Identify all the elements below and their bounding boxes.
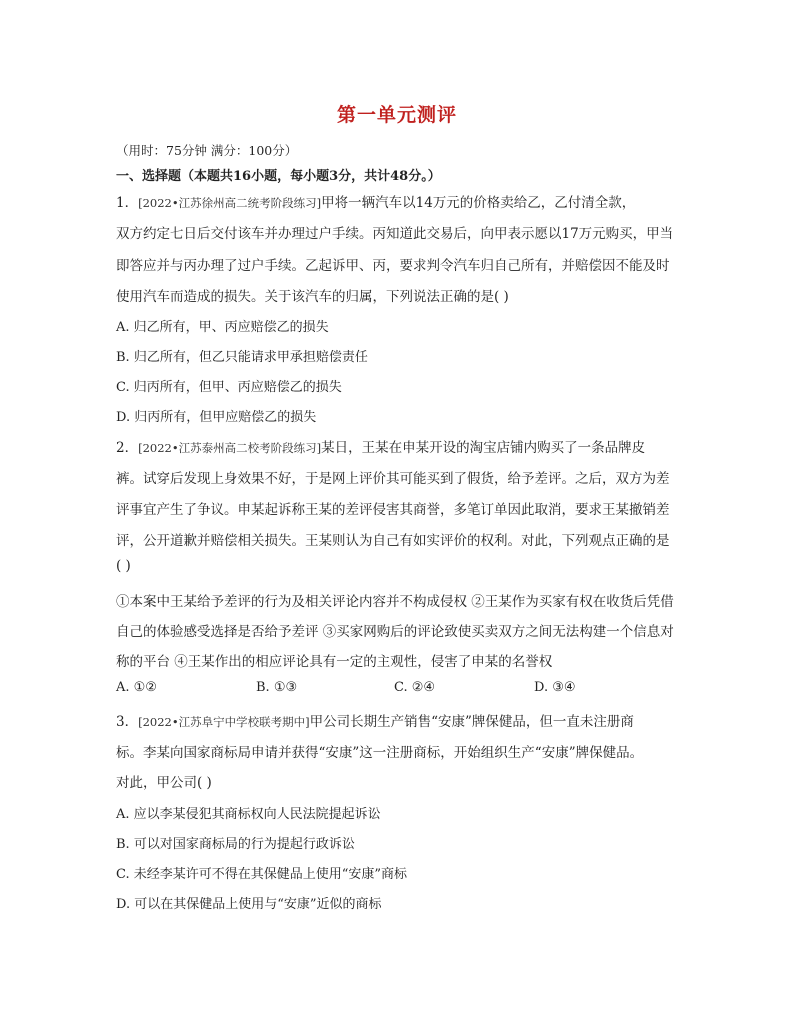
question-2-option-d: D. ③④ (534, 680, 576, 695)
question-2-statement: 自己的体验感受选择是否给予差评 ③买家网购后的评论致使买卖双方之间无法构建一个信息对 (116, 624, 674, 640)
question-1-option-d: D. 归丙所有，但甲应赔偿乙的损失 (116, 410, 317, 425)
question-3-line: 对此，甲公司( ) (116, 775, 212, 791)
question-1-text: 甲将一辆汽车以14万元的价格卖给乙，乙付清全款， (321, 195, 636, 211)
question-1-option-c: C. 归丙所有，但甲、丙应赔偿乙的损失 (116, 380, 342, 395)
question-3-line: 标。李某向国家商标局申请并获得“安康”这一注册商标，开始组织生产“安康”牌保健品。 (116, 745, 644, 761)
question-2-statement: 称的平台 ④王某作出的相应评论具有一定的主观性，侵害了申某的名誉权 (116, 654, 553, 670)
question-1-line: 双方约定七日后交付该车并办理过户手续。丙知道此交易后，向甲表示愿以17万元购买，甲当 (116, 226, 674, 242)
question-2-line: 评事宜产生了争议。申某起诉称王某的差评侵害其商誉，多笔订单因此取消，要求王某撤销差 (116, 502, 670, 518)
question-2-line: 评，公开道歉并赔偿相关损失。王某则认为自己有如实评价的权利。对此，下列观点正确的是 (116, 533, 670, 549)
question-2-option-b: B. ①③ (256, 680, 298, 695)
question-2-text: 某日，王某在申某开设的淘宝店铺内购买了一条品牌皮 (321, 440, 646, 456)
question-3-first-line (116, 710, 634, 730)
question-2-first-line (116, 436, 645, 456)
question-3-text: 甲公司长期生产销售“安康”牌保健品，但一直未注册商 (309, 714, 634, 730)
question-2-option-c: C. ②④ (394, 680, 436, 695)
question-3-option-d: D. 可以在其保健品上使用与“安康”近似的商标 (116, 897, 382, 912)
question-1-option-a: A. 归乙所有，甲、丙应赔偿乙的损失 (116, 320, 329, 335)
question-2-source: [2022•江苏泰州高二校考阶段练习] (138, 441, 322, 455)
question-3-option-c: C. 未经李某许可不得在其保健品上使用“安康”商标 (116, 867, 408, 882)
question-2-statement: ①本案中王某给予差评的行为及相关评论内容并不构成侵权 ②王某作为买家有权在收货后凭借 (116, 594, 674, 610)
question-3-option-a: A. 应以李某侵犯其商标权向人民法院提起诉讼 (116, 807, 381, 822)
question-1-source: [2022•江苏徐州高二统考阶段练习] (138, 196, 322, 210)
question-3-number: 3． (116, 714, 139, 730)
question-1-number: 1． (116, 195, 139, 211)
question-1-first-line (116, 191, 635, 211)
exam-meta: （用时：75分钟 满分：100分） (116, 143, 298, 158)
question-2-answer-blank: ( ) (116, 558, 131, 574)
question-2-number: 2． (116, 440, 139, 456)
question-1-line: 使用汽车而造成的损失。关于该汽车的归属，下列说法正确的是( ) (116, 289, 509, 305)
question-1-line: 即答应并与丙办理了过户手续。乙起诉甲、丙，要求判令汽车归自己所有，并赔偿因不能及时 (116, 258, 670, 274)
question-2-option-a: A. ①② (116, 680, 157, 695)
question-1-option-b: B. 归乙所有，但乙只能请求甲承担赔偿责任 (116, 350, 368, 365)
page-title: 第一单元测评 (336, 104, 457, 126)
section-heading: 一、选择题（本题共16小题，每小题3分，共计48分。） (116, 169, 441, 184)
question-2-options (116, 680, 676, 700)
question-3-option-b: B. 可以对国家商标局的行为提起行政诉讼 (116, 837, 355, 852)
question-2-line: 裤。试穿后发现上身效果不好，于是网上评价其可能买到了假货，给予差评。之后，双方为差 (116, 471, 670, 487)
question-3-source: [2022•江苏阜宁中学校联考期中] (138, 715, 310, 729)
